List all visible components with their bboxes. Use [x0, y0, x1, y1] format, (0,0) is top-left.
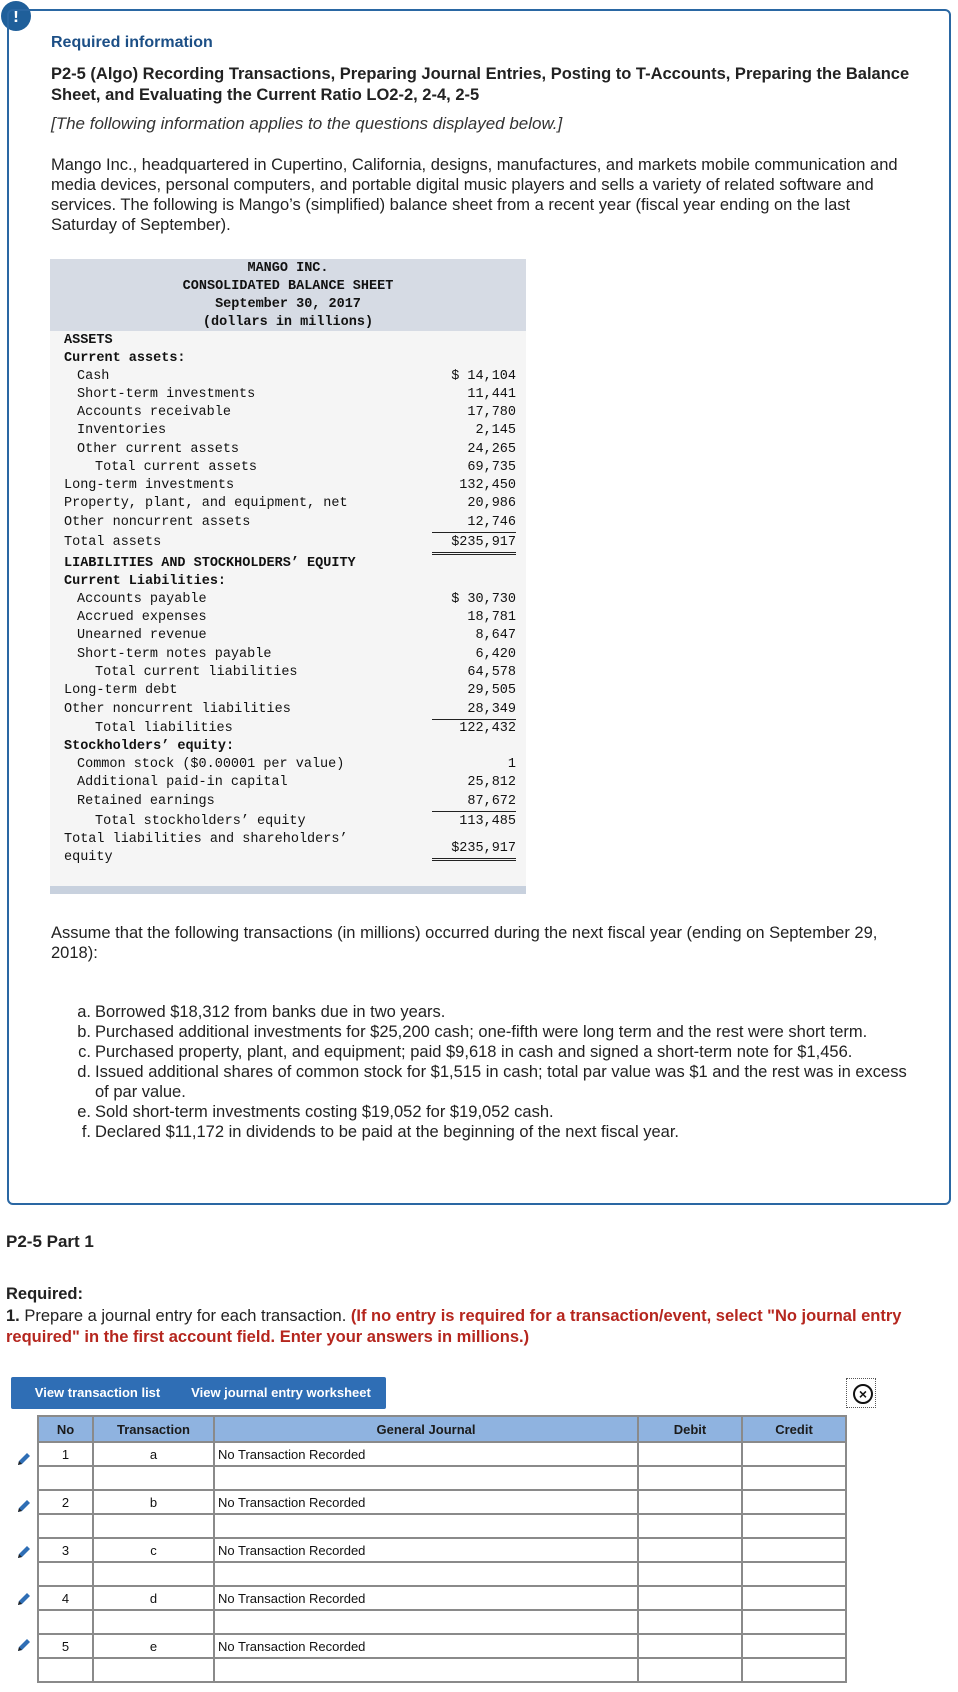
- bs-label: Cash: [77, 369, 110, 384]
- empty-cell: [38, 1514, 93, 1538]
- bs-row: [50, 459, 526, 477]
- list-item: [70, 1122, 920, 1142]
- bs-value: 25,812: [467, 775, 516, 790]
- bs-row: [50, 477, 526, 495]
- bs-row: [50, 534, 526, 552]
- bs-label: Accounts receivable: [77, 405, 231, 420]
- entry-transaction: e: [93, 1634, 214, 1658]
- bs-value: 69,735: [467, 460, 516, 475]
- required-information-heading: Required information: [51, 34, 213, 51]
- edit-pencil-icon[interactable]: [15, 1450, 33, 1468]
- bs-label: Total current liabilities: [95, 665, 298, 680]
- empty-cell: [742, 1610, 846, 1634]
- bs-label: Total assets: [64, 535, 162, 550]
- col-debit: Debit: [638, 1416, 742, 1442]
- bs-label: equity: [64, 850, 113, 865]
- bs-value: 12,746: [432, 514, 516, 533]
- problem-title: P2-5 (Algo) Recording Transactions, Preparing Journal Entries, Posting to T-Accounts, Preparing the Balance Sheet, and Evaluating the Current Ratio LO2-2, 2-4, 2-5: [51, 65, 910, 104]
- bs-label: Total current assets: [95, 460, 258, 475]
- bs-label: LIABILITIES AND STOCKHOLDERS’ EQUITY: [64, 556, 356, 571]
- entry-credit[interactable]: [742, 1490, 846, 1514]
- entry-no: 4: [38, 1586, 93, 1610]
- bs-label: Short-term investments: [77, 387, 256, 402]
- bs-label: Long-term investments: [64, 478, 235, 493]
- bs-label: Total liabilities: [95, 721, 233, 736]
- entry-journal[interactable]: No Transaction Recorded: [214, 1442, 638, 1466]
- required-label: Required:: [6, 1285, 84, 1303]
- item-text: Purchased property, plant, and equipment; paid $9,618 in cash and signed a short-term note for $1,456.: [95, 1043, 853, 1061]
- bs-value: $ 30,730: [451, 592, 516, 607]
- col-credit: Credit: [742, 1416, 846, 1442]
- bs-label: Long-term debt: [64, 683, 178, 698]
- list-item: [70, 1102, 920, 1122]
- entry-debit[interactable]: [638, 1586, 742, 1610]
- bs-row: [50, 738, 526, 756]
- bs-label: Current assets:: [64, 351, 186, 366]
- bs-value: 29,505: [467, 683, 516, 698]
- item-letter: c.: [78, 1043, 91, 1061]
- entry-debit[interactable]: [638, 1634, 742, 1658]
- table-row: [38, 1610, 846, 1634]
- bs-row: [50, 756, 526, 774]
- item-text: Declared $11,172 in dividends to be paid at the beginning of the next fiscal year.: [95, 1123, 680, 1141]
- item-text: Sold short-term investments costing $19,052 for $19,052 cash.: [95, 1103, 554, 1121]
- close-button[interactable]: [846, 1378, 876, 1408]
- part-title: P2-5 Part 1: [6, 1232, 94, 1251]
- bs-value: 132,450: [459, 478, 516, 493]
- empty-cell: [214, 1514, 638, 1538]
- table-row[interactable]: [38, 1490, 846, 1514]
- balance-sheet: [50, 259, 526, 894]
- entry-credit[interactable]: [742, 1538, 846, 1562]
- bs-value: 6,420: [432, 646, 516, 665]
- bs-label: ASSETS: [64, 333, 113, 348]
- bs-value: 18,781: [467, 610, 516, 625]
- journal-table: [37, 1415, 847, 1683]
- table-row: [38, 1658, 846, 1682]
- empty-cell: [214, 1466, 638, 1490]
- entry-journal[interactable]: No Transaction Recorded: [214, 1586, 638, 1610]
- item-text: Issued additional shares of common stock for $1,515 in cash; total par value was $1 and the rest was in excess of par value.: [95, 1063, 907, 1101]
- bs-row: [50, 422, 526, 440]
- table-row[interactable]: [38, 1634, 846, 1658]
- table-row: [38, 1514, 846, 1538]
- bs-value: 1: [507, 757, 516, 772]
- bs-row: [50, 495, 526, 513]
- empty-cell: [638, 1466, 742, 1490]
- item-letter: e.: [77, 1103, 91, 1121]
- balance-sheet-header: [50, 259, 526, 331]
- close-icon: ×: [853, 1384, 873, 1404]
- empty-cell: [742, 1562, 846, 1586]
- entry-credit[interactable]: [742, 1634, 846, 1658]
- bs-row: [50, 514, 526, 532]
- table-row[interactable]: [38, 1538, 846, 1562]
- col-transaction: Transaction: [93, 1416, 214, 1442]
- entry-debit[interactable]: [638, 1490, 742, 1514]
- item-text: Borrowed $18,312 from banks due in two years.: [95, 1003, 446, 1021]
- entry-no: 1: [38, 1442, 93, 1466]
- empty-cell: [93, 1610, 214, 1634]
- empty-cell: [214, 1610, 638, 1634]
- bs-value: 8,647: [475, 628, 516, 643]
- empty-cell: [638, 1562, 742, 1586]
- bs-label: Property, plant, and equipment, net: [64, 496, 348, 511]
- bs-row: [50, 441, 526, 459]
- edit-pencil-icon[interactable]: [15, 1497, 33, 1515]
- bs-row: [50, 720, 526, 738]
- instruction-text: Prepare a journal entry for each transaction.: [19, 1307, 347, 1325]
- empty-cell: [742, 1466, 846, 1490]
- bs-label: Short-term notes payable: [77, 647, 272, 662]
- bs-row: [50, 332, 526, 350]
- bs-label: Total stockholders’ equity: [95, 814, 306, 829]
- balance-sheet-footer-bar: [50, 886, 526, 894]
- empty-cell: [638, 1514, 742, 1538]
- bs-value: 122,432: [459, 721, 516, 736]
- instruction-note: (If no entry is required for a transaction/event, select "No journal entry required" in the first account field. Enter your answers in millions.): [6, 1307, 902, 1346]
- entry-journal[interactable]: No Transaction Recorded: [214, 1634, 638, 1658]
- list-item: [70, 1062, 920, 1102]
- empty-cell: [638, 1658, 742, 1682]
- bs-row: [50, 555, 526, 573]
- empty-cell: [93, 1562, 214, 1586]
- item-letter: f.: [81, 1123, 91, 1141]
- bs-value: 24,265: [432, 441, 516, 460]
- entry-credit[interactable]: [742, 1442, 846, 1466]
- empty-cell: [38, 1466, 93, 1490]
- entry-transaction: d: [93, 1586, 214, 1610]
- bs-row: [50, 701, 526, 719]
- bs-row: [50, 664, 526, 682]
- company-name: MANGO INC.: [247, 261, 329, 276]
- bs-row: [50, 682, 526, 700]
- entry-debit[interactable]: [638, 1538, 742, 1562]
- table-row: [38, 1562, 846, 1586]
- transaction-list: [70, 1002, 920, 1142]
- bs-value: 11,441: [467, 387, 516, 402]
- instructions: [6, 1306, 951, 1348]
- bs-label: Unearned revenue: [77, 628, 207, 643]
- bs-label: Common stock ($0.00001 per value): [77, 757, 345, 772]
- entry-journal[interactable]: No Transaction Recorded: [214, 1538, 638, 1562]
- list-item: [70, 1002, 920, 1022]
- table-row: [38, 1466, 846, 1490]
- bs-row: [50, 386, 526, 404]
- bs-value: 28,349: [432, 701, 516, 720]
- empty-cell: [38, 1610, 93, 1634]
- empty-cell: [93, 1514, 214, 1538]
- bs-label: Accrued expenses: [77, 610, 207, 625]
- bs-value: 113,485: [432, 813, 516, 832]
- empty-cell: [214, 1658, 638, 1682]
- bs-value: 20,986: [467, 496, 516, 511]
- bs-row: [50, 813, 526, 831]
- list-item: [70, 1042, 920, 1062]
- bs-value: 64,578: [467, 665, 516, 680]
- col-general-journal: General Journal: [214, 1416, 638, 1442]
- entry-debit[interactable]: [638, 1442, 742, 1466]
- empty-cell: [742, 1658, 846, 1682]
- entry-transaction: c: [93, 1538, 214, 1562]
- list-item: [70, 1022, 920, 1042]
- bs-label: Retained earnings: [77, 794, 215, 809]
- item-letter: b.: [77, 1023, 91, 1041]
- bs-row: [50, 774, 526, 792]
- statement-date: September 30, 2017: [215, 297, 361, 312]
- col-no: No: [38, 1416, 93, 1442]
- bs-value: $ 14,104: [451, 369, 516, 384]
- bs-row: [50, 793, 526, 811]
- bs-row: [50, 368, 526, 386]
- empty-cell: [93, 1466, 214, 1490]
- intro-paragraph: Mango Inc., headquartered in Cupertino, California, designs, manufactures, and markets mobile communication and media devices, personal computers, and portable digital music players and sells a variety of related software and services. The following is Mango’s (simplified) balance sheet from a recent year (fiscal year ending on the last Saturday of September).: [51, 156, 898, 234]
- empty-cell: [742, 1514, 846, 1538]
- item-letter: a.: [77, 1003, 91, 1021]
- empty-cell: [638, 1610, 742, 1634]
- entry-no: 3: [38, 1538, 93, 1562]
- bs-value: 2,145: [475, 423, 516, 438]
- bs-label: Other noncurrent liabilities: [64, 702, 291, 717]
- edit-pencil-icon[interactable]: [15, 1636, 33, 1654]
- alert-icon: !: [1, 1, 31, 31]
- applies-note: [The following information applies to the questions displayed below.]: [51, 114, 563, 133]
- edit-pencil-icon[interactable]: [15, 1590, 33, 1608]
- view-transaction-list-button[interactable]: View transaction list: [11, 1377, 184, 1409]
- bs-value: $235,917: [432, 840, 516, 861]
- entry-no: 2: [38, 1490, 93, 1514]
- bs-label: Accounts payable: [77, 592, 207, 607]
- view-journal-worksheet-button[interactable]: View journal entry worksheet: [176, 1377, 386, 1409]
- table-row[interactable]: [38, 1442, 846, 1466]
- empty-cell: [214, 1562, 638, 1586]
- empty-cell: [38, 1658, 93, 1682]
- entry-no: 5: [38, 1634, 93, 1658]
- bs-label: Additional paid-in capital: [77, 775, 288, 790]
- statement-name: CONSOLIDATED BALANCE SHEET: [182, 279, 394, 294]
- bs-label: Other noncurrent assets: [64, 515, 251, 530]
- statement-units: (dollars in millions): [202, 315, 374, 330]
- empty-cell: [93, 1658, 214, 1682]
- bs-value: $235,917: [432, 534, 516, 555]
- bs-row: [50, 627, 526, 645]
- assumption-text: Assume that the following transactions (in millions) occurred during the next fiscal year (ending on September 29, 2018):: [51, 924, 878, 962]
- empty-cell: [38, 1562, 93, 1586]
- bs-label: Inventories: [77, 423, 167, 438]
- bs-label: Total liabilities and shareholders’: [64, 832, 348, 847]
- entry-credit[interactable]: [742, 1586, 846, 1610]
- bs-row: [50, 646, 526, 664]
- instruction-number: 1.: [6, 1307, 20, 1325]
- bs-row: [50, 609, 526, 627]
- entry-transaction: b: [93, 1490, 214, 1514]
- entry-journal[interactable]: No Transaction Recorded: [214, 1490, 638, 1514]
- bs-value: 17,780: [467, 405, 516, 420]
- table-header-row: [38, 1416, 846, 1442]
- bs-value: 87,672: [432, 793, 516, 812]
- bs-row: [50, 573, 526, 591]
- edit-pencil-icon[interactable]: [15, 1543, 33, 1561]
- item-text: Purchased additional investments for $25,200 cash; one-fifth were long term and the rest were short term.: [95, 1023, 868, 1041]
- bs-row: [50, 831, 526, 867]
- entry-transaction: a: [93, 1442, 214, 1466]
- item-letter: d.: [77, 1063, 91, 1081]
- bs-label: Stockholders’ equity:: [64, 739, 235, 754]
- bs-row: [50, 591, 526, 609]
- bs-label: Other current assets: [77, 442, 240, 457]
- table-row[interactable]: [38, 1586, 846, 1610]
- bs-row: [50, 350, 526, 368]
- bs-row: [50, 404, 526, 422]
- bs-label: Current Liabilities:: [64, 574, 227, 589]
